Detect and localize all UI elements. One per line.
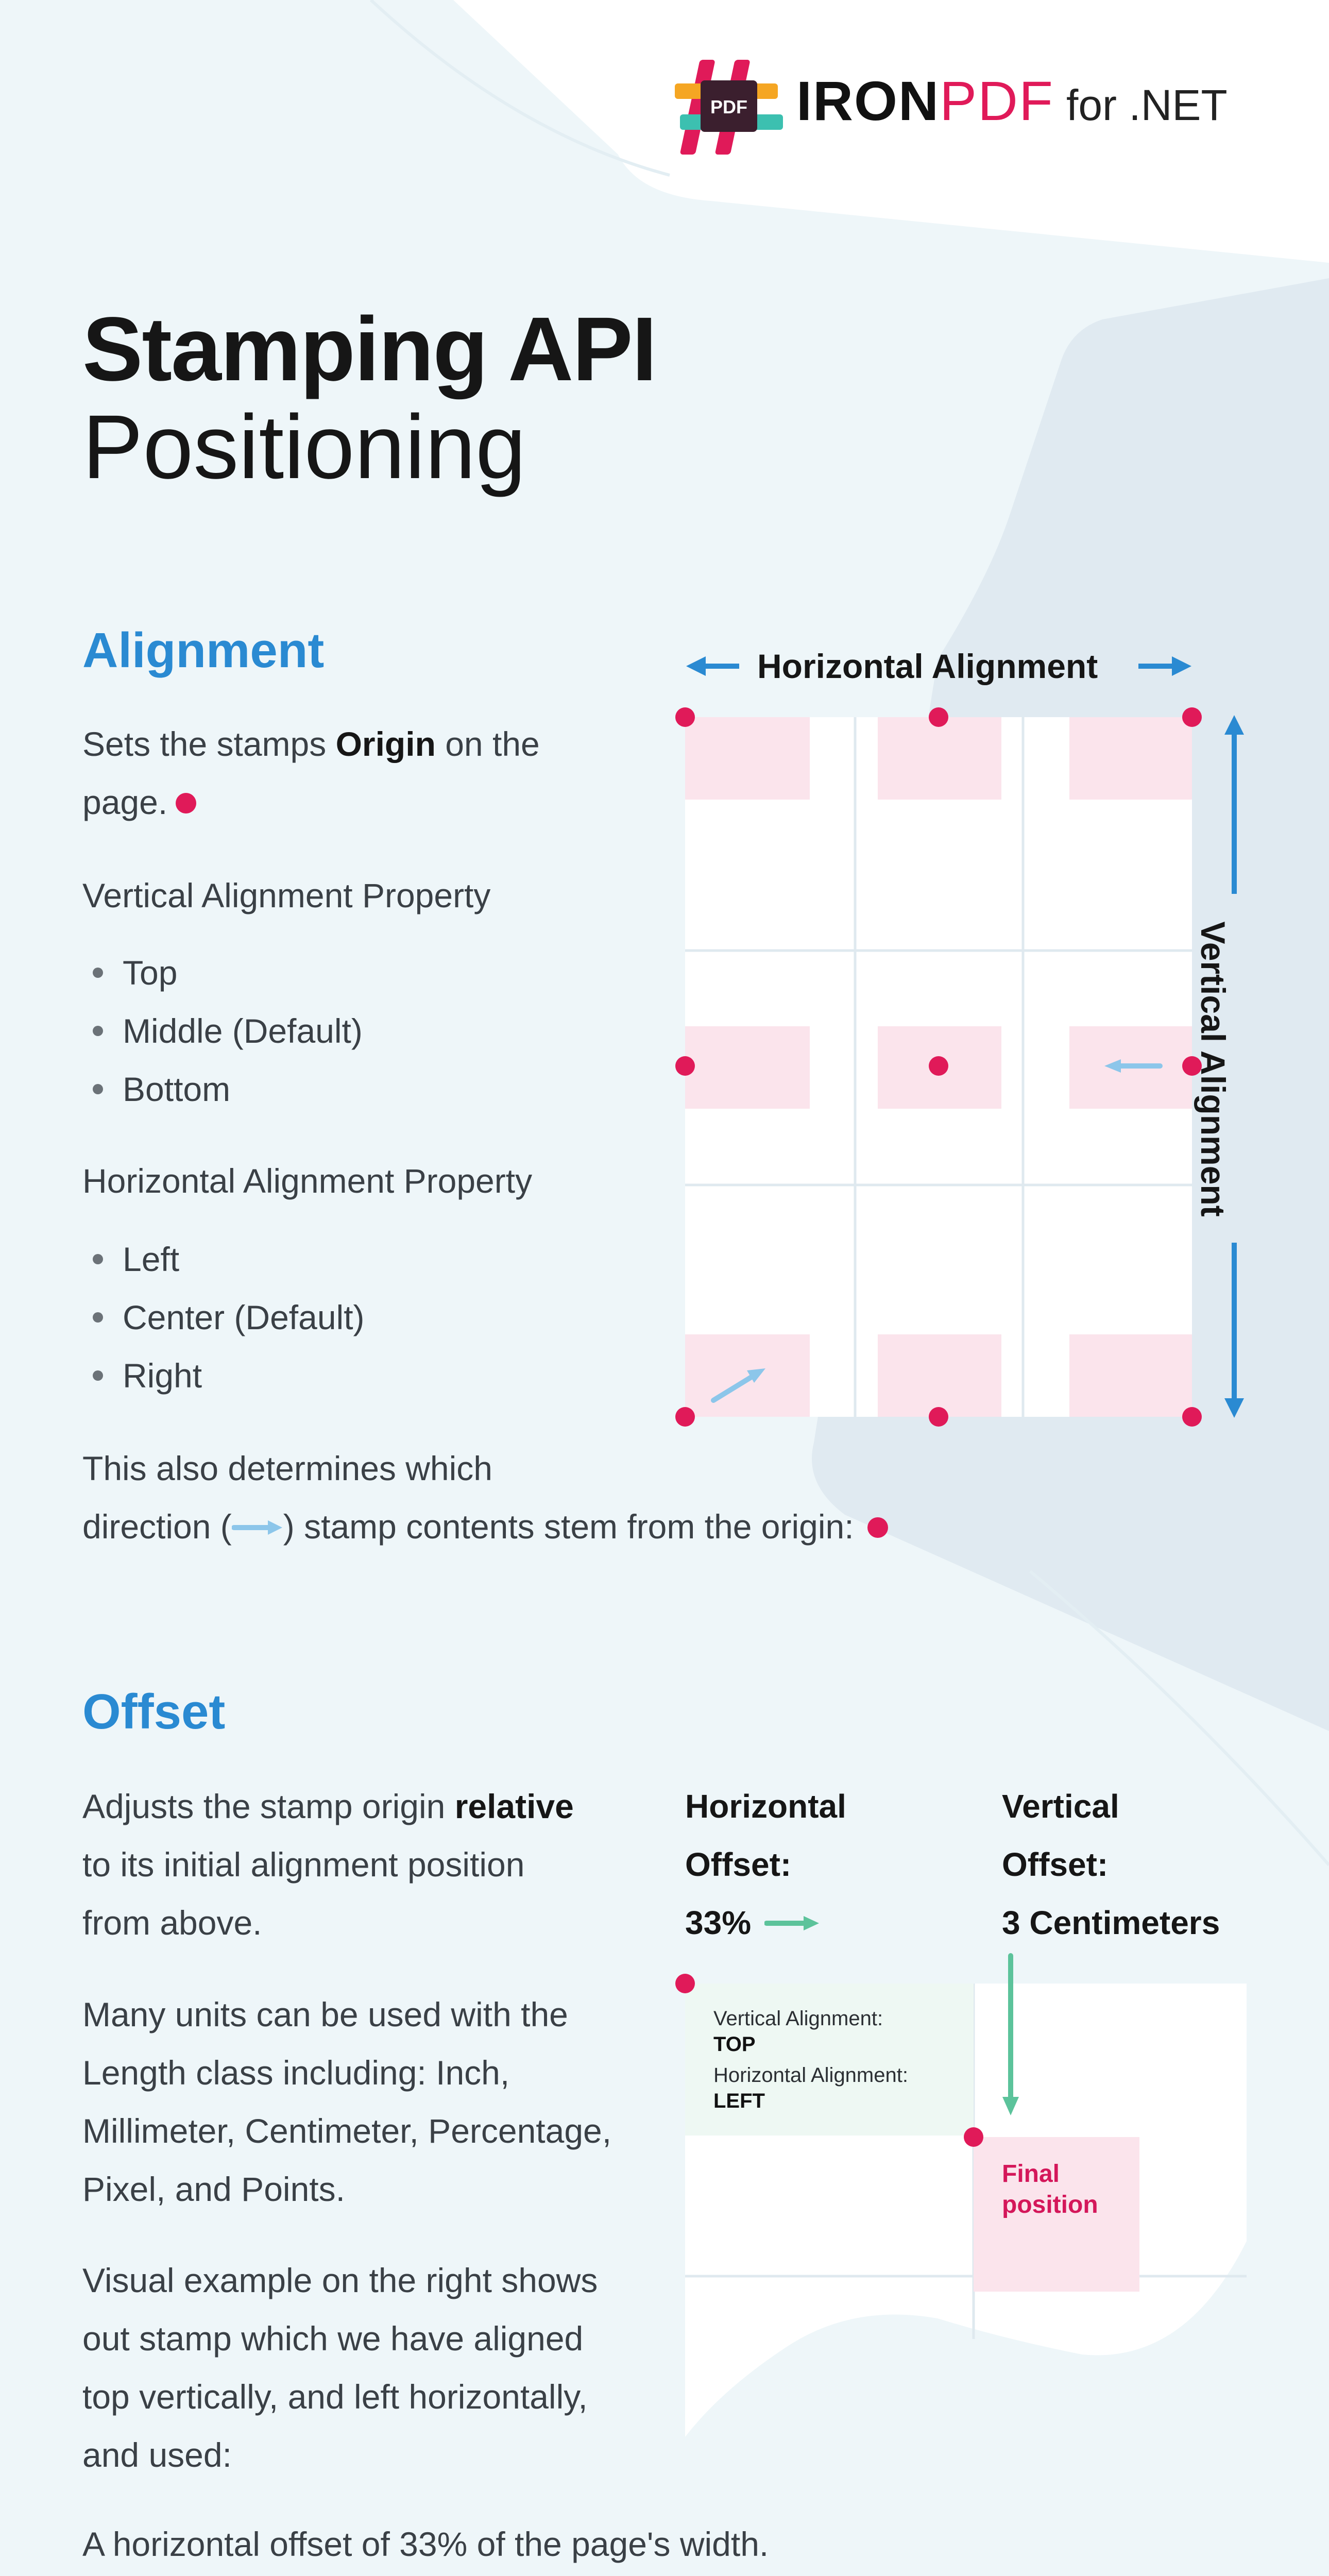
direction-explanation: This also determines which direction ( ) stamp contents stem from the origin:: [82, 1439, 888, 1556]
alignment-diagram: [670, 634, 1277, 1432]
direction-arrow-icon: [232, 1517, 283, 1538]
list-item: Top: [93, 944, 363, 1002]
stamp-bottom-right: [1069, 1334, 1192, 1417]
vertical-alignment-label: Vertical Alignment: [1194, 921, 1232, 1217]
offset-heading: Offset: [82, 1684, 226, 1739]
offset-intro: Adjusts the stamp origin relative to its initial alignment position from above.: [82, 1787, 574, 1942]
brand-suffix: for .NET: [1066, 81, 1228, 129]
stamp-vertical-alignment-label: Vertical Alignment: TOP: [713, 2007, 883, 2056]
list-item: Center (Default): [93, 1289, 365, 1347]
final-position-label: Final position: [1002, 2160, 1098, 2218]
list-item: Left: [93, 1230, 365, 1289]
offset-example-paragraph: Visual example on the right shows out stamp which we have aligned top vertically, and left horizontally, and used:: [82, 2261, 598, 2474]
logo-badge-text: PDF: [710, 96, 747, 117]
right-arrow-icon: [764, 1913, 821, 1934]
hash-logo-icon: [675, 57, 788, 155]
list-item: Middle (Default): [93, 1002, 363, 1060]
stamp-top-right: [1069, 717, 1192, 800]
offset-units-paragraph: Many units can be used with the Length class including: Inch, Millimeter, Centimeter, Percentage, Pixel, and Points.: [82, 1995, 612, 2208]
stamp-bottom-left: [685, 1334, 810, 1417]
vertical-offset-value: 3 Centimeters: [1002, 1904, 1220, 1941]
stamp-bottom-center: [878, 1334, 1001, 1417]
summary-horizontal-offset: A horizontal offset of 33% of the page's width.: [82, 2525, 769, 2563]
stamp-middle-left: [685, 1026, 810, 1109]
ironpdf-logo: [675, 57, 1257, 155]
vertical-alignment-property-heading: Vertical Alignment Property: [82, 876, 491, 914]
list-item: Right: [93, 1347, 365, 1405]
brand-name-iron: IRON: [796, 70, 940, 132]
horizontal-alignment-label: Horizontal Alignment: [757, 647, 1098, 685]
horizontal-offset-heading: Horizontal Offset: 33%: [685, 1788, 846, 1941]
vertical-alignment-list: [93, 944, 363, 1118]
stamp-top-center: [878, 717, 1001, 800]
final-origin-dot: [964, 2127, 983, 2147]
page-subtitle: Positioning: [82, 397, 526, 498]
origin-dot-icon: [176, 793, 196, 814]
stamp-top-left: [685, 717, 810, 800]
horizontal-alignment-property-heading: Horizontal Alignment Property: [82, 1162, 533, 1200]
origin-dot-icon: [867, 1517, 888, 1538]
alignment-heading: Alignment: [82, 623, 325, 678]
horizontal-alignment-list: [93, 1230, 365, 1405]
vertical-offset-heading: Vertical Offset: 3 Centimeters: [1002, 1788, 1220, 1941]
alignment-intro: Sets the stamps Origin on the page.: [82, 725, 540, 821]
horizontal-offset-value: 33%: [685, 1904, 752, 1941]
initial-origin-dot: [675, 1974, 695, 1993]
list-item: Bottom: [93, 1060, 363, 1118]
page-title: Stamping API: [82, 299, 656, 400]
brand-name-pdf: PDF: [940, 70, 1054, 132]
stamp-horizontal-alignment-label: Horizontal Alignment: LEFT: [713, 2064, 908, 2112]
